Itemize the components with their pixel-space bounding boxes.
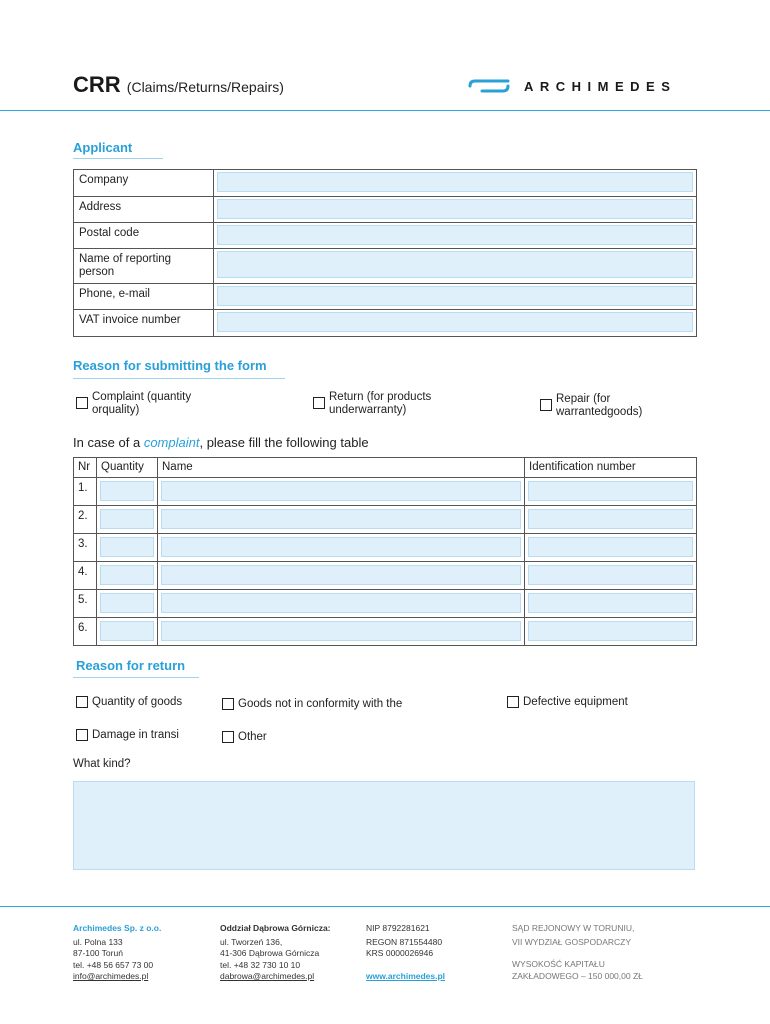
quantity-goods-checkbox[interactable] [76,696,88,708]
row-number: 3. [74,534,97,562]
complaint-intro-after: , please fill the following table [199,435,369,450]
quantity-cell [97,618,158,646]
footer-company-phone: tel. +48 56 657 73 00 [73,959,154,970]
quantity-input[interactable] [100,621,154,641]
quantity-cell [97,478,158,506]
complaint-intro [73,435,369,450]
name-input[interactable] [161,481,521,501]
what-kind-label: What kind? [73,758,131,770]
col-name-header: Name [158,458,525,478]
footer-court [512,923,643,982]
company-input[interactable] [217,172,693,192]
repair-label: Repair (for warrantedgoods) [556,393,643,418]
id-number-input[interactable] [528,509,693,529]
quantity-goods-label: Quantity of goods [92,696,183,708]
applicant-table [73,169,697,337]
reason-return-heading: Reason for return [76,658,186,673]
reason-submit-underline [73,378,285,379]
name-input[interactable] [161,509,521,529]
applicant-row-company [74,170,697,197]
name-cell [158,562,525,590]
applicant-row-contact [74,284,697,310]
footer-capital-line2: ZAKŁADOWEGO – 150 000,00 ZŁ [512,970,643,981]
id-cell [525,562,697,590]
name-input[interactable] [161,621,521,641]
archimedes-logo [468,78,676,94]
id-number-input[interactable] [528,621,693,641]
footer-divider [0,906,770,907]
footer-registry [366,923,445,982]
phone-email-cell [214,284,697,310]
quantity-input[interactable] [100,593,154,613]
id-cell [525,478,697,506]
other-option[interactable] [222,731,267,744]
applicant-heading: Applicant [73,140,133,155]
applicant-row-address [74,197,697,223]
footer-company [73,923,161,983]
table-row [74,478,697,506]
applicant-row-vat [74,310,697,337]
nonconformity-option[interactable] [222,698,402,711]
name-cell [158,478,525,506]
row-number: 5. [74,590,97,618]
table-row [74,618,697,646]
quantity-input[interactable] [100,565,154,585]
footer-company-city: 87-100 Toruń [73,948,123,958]
header-divider [0,110,770,111]
quantity-cell [97,590,158,618]
other-checkbox[interactable] [222,731,234,743]
page-title [73,72,284,98]
col-id-header: Identification number [525,458,697,478]
footer-company-email[interactable]: info@archimedes.pl [73,971,149,981]
footer-krs: KRS 0000026946 [366,948,434,958]
table-row [74,590,697,618]
return-checkbox[interactable] [313,397,325,409]
quantity-cell [97,534,158,562]
postal-code-input[interactable] [217,225,693,245]
repair-checkbox[interactable] [540,399,552,411]
footer-branch [220,923,331,983]
defective-label: Defective equipment [523,696,628,708]
footer-court-line2: VII WYDZIAŁ GOSPODARCZY [512,936,632,947]
reporting-person-cell [214,249,697,284]
footer-regon: REGON 871554480 [366,936,443,947]
defective-checkbox[interactable] [507,696,519,708]
address-input[interactable] [217,199,693,219]
phone-email-input[interactable] [217,286,693,306]
quantity-cell [97,562,158,590]
postal-code-cell [214,223,697,249]
id-number-input[interactable] [528,565,693,585]
defective-option[interactable] [507,696,628,709]
title-main: CRR [73,72,121,97]
vat-invoice-label: VAT invoice number [74,310,214,337]
applicant-row-person [74,249,697,284]
footer-company-street: ul. Polna 133 [73,936,123,947]
id-cell [525,618,697,646]
applicant-underline [73,158,163,159]
footer-website-link[interactable]: www.archimedes.pl [366,970,446,981]
footer-branch-name: Oddział Dąbrowa Górnicza: [220,923,331,933]
footer-branch-city: 41-306 Dąbrowa Górnicza [220,948,320,958]
name-input[interactable] [161,565,521,585]
address-cell [214,197,697,223]
footer-nip: NIP 8792281621 [366,923,430,933]
table-row [74,506,697,534]
phone-email-label: Phone, e-mail [74,284,214,310]
reporting-person-label: Name of reporting person [74,249,214,284]
quantity-goods-option[interactable] [76,696,182,709]
what-kind-textarea[interactable] [73,781,695,870]
complaint-intro-before: In case of a [73,435,144,450]
damage-transit-label: Damage in transi [92,729,179,741]
col-nr-header: Nr [74,458,97,478]
id-number-input[interactable] [528,593,693,613]
complaint-table [73,457,697,646]
name-input[interactable] [161,537,521,557]
row-number: 6. [74,618,97,646]
vat-invoice-input[interactable] [217,312,693,332]
company-cell [214,170,697,197]
reason-return-underline [73,677,199,678]
logo-text: ARCHIMEDES [524,78,677,94]
footer-branch-email[interactable]: dabrowa@archimedes.pl [220,971,315,981]
name-input[interactable] [161,593,521,613]
complaint-label: Complaint (quantity orquality) [92,391,192,416]
footer-branch-phone: tel. +48 32 730 10 10 [220,959,301,970]
return-label: Return (for products underwarranty) [329,391,432,416]
address-label: Address [74,197,214,223]
complaint-checkbox[interactable] [76,397,88,409]
complaint-table-header [74,458,697,478]
row-number: 2. [74,506,97,534]
complaint-intro-emphasis: complaint [143,435,200,450]
quantity-input[interactable] [100,481,154,501]
reporting-person-input[interactable] [217,251,693,278]
postal-code-label: Postal code [74,223,214,249]
logo-mark-icon [468,78,510,94]
footer-branch-street: ul. Tworzeń 136, [220,936,283,947]
other-label: Other [238,731,267,743]
damage-transit-option[interactable] [76,729,179,742]
quantity-input[interactable] [100,509,154,529]
name-cell [158,534,525,562]
damage-transit-checkbox[interactable] [76,729,88,741]
id-cell [525,590,697,618]
row-number: 1. [74,478,97,506]
id-number-input[interactable] [528,537,693,557]
col-quantity-header: Quantity [97,458,158,478]
page-header [0,0,770,112]
table-row [74,562,697,590]
repair-option[interactable] [540,393,665,419]
row-number: 4. [74,562,97,590]
table-row [74,534,697,562]
vat-invoice-cell [214,310,697,337]
name-cell [158,590,525,618]
footer-court-line1: SĄD REJONOWY W TORUNIU, [512,923,635,933]
id-cell [525,534,697,562]
company-label: Company [74,170,214,197]
quantity-input[interactable] [100,537,154,557]
footer-company-name: Archimedes Sp. z o.o. [73,923,162,933]
return-option[interactable] [313,391,463,417]
name-cell [158,618,525,646]
title-subtitle: (Claims/Returns/Repairs) [126,79,284,95]
name-cell [158,506,525,534]
complaint-option[interactable] [76,391,226,417]
quantity-cell [97,506,158,534]
footer-capital-line1: WYSOKOŚĆ KAPITAŁU [512,959,605,969]
reason-submit-heading: Reason for submitting the form [73,358,267,373]
id-number-input[interactable] [528,481,693,501]
nonconformity-checkbox[interactable] [222,698,234,710]
id-cell [525,506,697,534]
applicant-row-postal [74,223,697,249]
nonconformity-label: Goods not in conformity with the [238,698,403,710]
